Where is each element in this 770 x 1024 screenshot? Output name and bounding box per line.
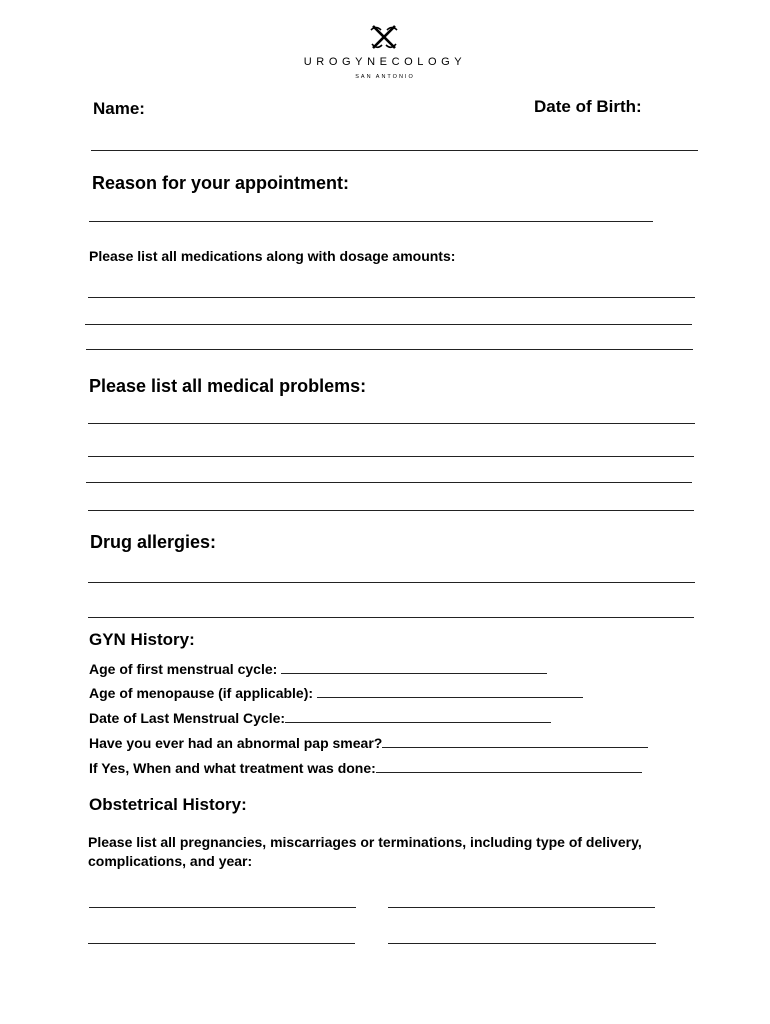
gyn-field-label: Have you ever had an abnormal pap smear? bbox=[89, 735, 383, 751]
gyn-field-label: Date of Last Menstrual Cycle: bbox=[89, 710, 286, 726]
pregnancies-line-2-left[interactable] bbox=[88, 943, 355, 944]
name-label: Name: bbox=[93, 99, 145, 118]
medications-line-3[interactable] bbox=[86, 349, 693, 350]
gyn-field-treatment bbox=[89, 760, 642, 776]
treatment-line[interactable] bbox=[376, 761, 642, 773]
pregnancies-prompt: Please list all pregnancies, miscarriages or terminations, including type of delivery, complications, and year: bbox=[88, 834, 642, 869]
medical-problems-line-1[interactable] bbox=[88, 423, 695, 424]
pregnancies-line-1-left[interactable] bbox=[89, 907, 356, 908]
abnormal-pap-line[interactable] bbox=[382, 736, 648, 748]
obstetrical-history-label: Obstetrical History: bbox=[89, 795, 247, 814]
pregnancies-line-2-right[interactable] bbox=[388, 943, 656, 944]
last-menstrual-cycle-line[interactable] bbox=[285, 711, 551, 723]
dob-label: Date of Birth: bbox=[534, 97, 642, 116]
gyn-field-abnormal-pap bbox=[89, 735, 648, 751]
gyn-field-label: Age of menopause (if applicable): bbox=[89, 685, 314, 701]
crossed-x-icon bbox=[369, 24, 399, 50]
medications-line-2[interactable] bbox=[85, 324, 692, 325]
gyn-history-label: GYN History: bbox=[89, 630, 195, 649]
drug-allergies-label: Drug allergies: bbox=[90, 532, 217, 552]
gyn-field-label: If Yes, When and what treatment was done: bbox=[89, 760, 376, 776]
logo-wordmark: UROGYNECOLOGY bbox=[303, 56, 467, 68]
gyn-field-first-menstrual-cycle bbox=[89, 661, 547, 677]
reason-label: Reason for your appointment: bbox=[92, 173, 350, 193]
medical-problems-line-4[interactable] bbox=[88, 510, 694, 511]
gyn-field-last-menstrual-cycle bbox=[89, 710, 551, 726]
gyn-field-menopause bbox=[89, 685, 583, 701]
pregnancies-line-1-right[interactable] bbox=[388, 907, 655, 908]
gyn-field-label: Age of first menstrual cycle: bbox=[89, 661, 278, 677]
medications-label: Please list all medications along with dosage amounts: bbox=[89, 248, 456, 264]
medical-problems-line-3[interactable] bbox=[86, 482, 692, 483]
drug-allergies-line-2[interactable] bbox=[88, 617, 694, 618]
medical-problems-label: Please list all medical problems: bbox=[89, 376, 367, 396]
first-menstrual-cycle-line[interactable] bbox=[281, 662, 547, 674]
name-dob-line[interactable] bbox=[91, 150, 698, 151]
logo-subtitle: SAN ANTONIO bbox=[355, 74, 415, 80]
drug-allergies-line-1[interactable] bbox=[88, 582, 695, 583]
reason-line[interactable] bbox=[89, 221, 653, 222]
medications-line-1[interactable] bbox=[88, 297, 695, 298]
medical-problems-line-2[interactable] bbox=[88, 456, 694, 457]
menopause-line[interactable] bbox=[317, 686, 583, 698]
